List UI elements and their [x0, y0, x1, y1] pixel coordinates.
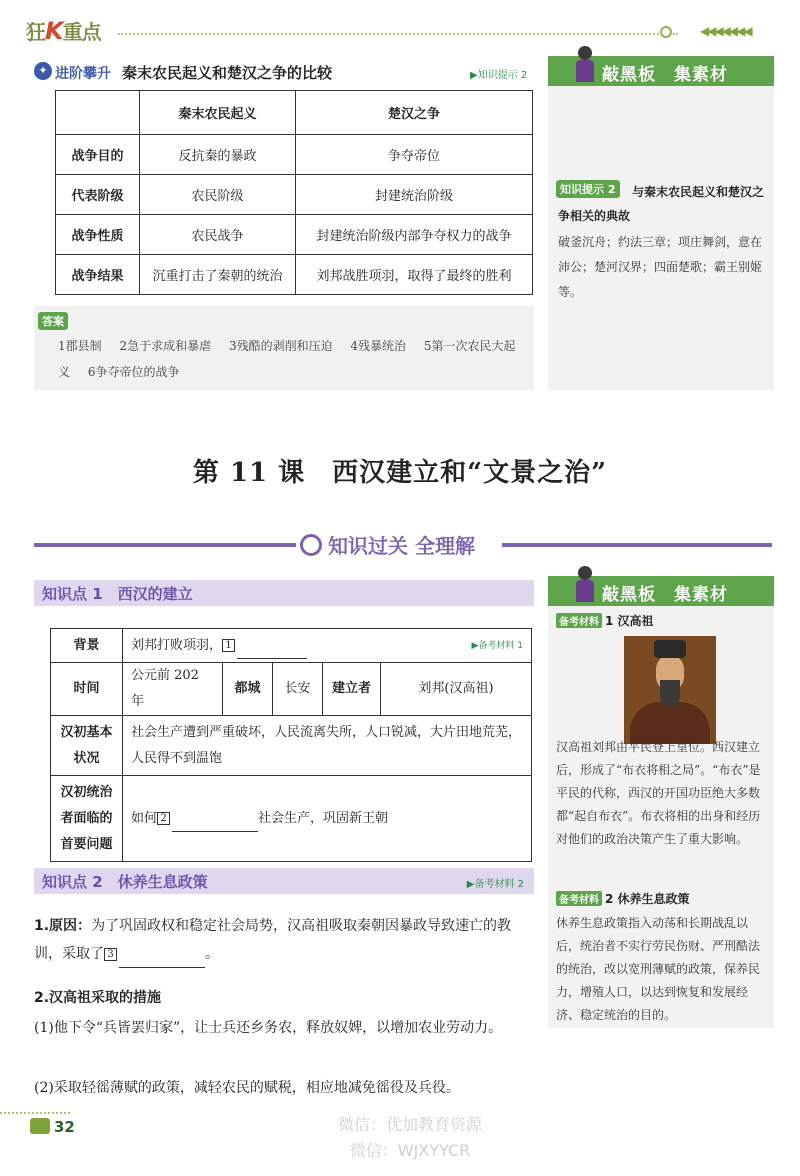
header-dotted-line — [118, 33, 678, 35]
table-cell: 封建统治阶级 — [296, 175, 533, 215]
answer-item: 5第一次农民大起义 — [58, 339, 516, 379]
watermark: 微信：WJXYYCR — [349, 1141, 471, 1160]
blackboard-header — [548, 576, 774, 606]
material-2-title: 备考材料 2 休养生息政策 — [556, 890, 690, 907]
table-header-row — [56, 91, 533, 135]
table-cell: 公元前 202 年 — [123, 663, 223, 716]
knowledge-point-label: 知识点 2 休养生息政策 — [42, 873, 208, 891]
row-header: 战争目的 — [56, 135, 140, 175]
table-cell: 刘邦(汉高祖) — [381, 663, 532, 716]
table-corner — [56, 91, 140, 135]
lesson-title: 第 11 课 西汉建立和“文景之治” — [192, 458, 608, 488]
material-1-title: 备考材料 1 汉高祖 — [556, 612, 654, 629]
reason-paragraph: 1.原因：为了巩固政权和稳定社会局势，汉高祖吸取秦朝因暴政导致速亡的教训，采取了 3 。 — [34, 912, 530, 968]
material-2-text: 休养生息政策指入动荡和长期战乱以后，统治者不实行劳民伤财、严刑酷法的统治，改以宽刑薄赋的政策，保养民力，增殖人口，以达到恢复和发展经济、稳定统治的目的。 — [556, 916, 761, 1022]
western-han-table — [50, 628, 532, 862]
row-header: 时间 — [51, 663, 123, 716]
series-logo: 狂K重点 — [26, 17, 101, 45]
measure-item: (1)他下令“兵皆罢归家”，让士兵还乡务农，释放奴婢，以增加农业劳动力。 — [34, 1020, 503, 1036]
material-ref: ▶备考材料 1 — [471, 640, 523, 651]
table-cell: 社会生产遭到严重破坏，人民流离失所，人口锐减，大片田地荒芜，人民得不到温饱 — [123, 716, 532, 776]
table-row — [56, 135, 533, 175]
comparison-table — [55, 90, 533, 295]
fill-blank[interactable] — [119, 950, 205, 968]
table-row — [51, 629, 532, 663]
refresh-icon — [300, 534, 322, 556]
table-row — [56, 175, 533, 215]
measure-item: (2)采取轻徭薄赋的政策，减轻农民的赋税，相应地减免徭役及兵役。 — [34, 1080, 460, 1096]
measures-heading: 2.汉高祖采取的措施 — [34, 990, 162, 1006]
table-cell: 农民阶级 — [140, 175, 296, 215]
banner-rule-left — [34, 543, 296, 547]
table-row — [51, 663, 532, 716]
answer-list — [58, 333, 528, 385]
table-cell: 反抗秦的暴政 — [140, 135, 296, 175]
row-header: 背景 — [51, 629, 123, 663]
fill-blank[interactable] — [172, 814, 258, 832]
answer-item: 2急于求成和暴虐 — [119, 339, 212, 353]
table-cell: 刘邦打败项羽， 1 ▶备考材料 1 — [123, 629, 532, 663]
banner-rule-right — [502, 543, 772, 547]
tip-body: 破釜沉舟；约法三章；项庄舞剑，意在沛公；楚河汉界；四面楚歌；霸王别姬等。 — [558, 235, 763, 299]
row-header: 汉初基本状况 — [51, 716, 123, 776]
row-header: 代表阶级 — [56, 175, 140, 215]
column-header: 秦末农民起义 — [140, 91, 296, 135]
table-cell: 争夺帝位 — [296, 135, 533, 175]
answer-key-icon: 答案 — [38, 312, 68, 330]
blackboard-header — [548, 56, 774, 86]
row-header: 都城 — [223, 663, 273, 716]
table-cell: 长安 — [273, 663, 323, 716]
page-number: 32 — [30, 1118, 75, 1136]
teacher-icon — [576, 46, 594, 82]
blackboard-panel-1 — [548, 56, 774, 390]
material-ref: ▶备考材料 2 — [466, 879, 524, 890]
row-header: 汉初统治者面临的首要问题 — [51, 776, 123, 862]
watermark: 微信：优加教育资源 — [337, 1115, 482, 1134]
answer-item: 3残酷的剥削和压迫 — [228, 339, 333, 353]
advance-ref: ▶知识提示 2 — [470, 70, 528, 81]
tip-tag: 知识提示 2 — [556, 180, 620, 198]
table-row — [56, 255, 533, 295]
table-cell: 刘邦战胜项羽，取得了最终的胜利 — [296, 255, 533, 295]
table-cell: 农民战争 — [140, 215, 296, 255]
row-header: 战争结果 — [56, 255, 140, 295]
tip-title: 与秦末农民起义和楚汉之争相关的典故 — [558, 185, 765, 223]
table-row — [56, 215, 533, 255]
knowledge-point-2-bar — [34, 868, 534, 894]
answer-item: 4残暴统治 — [350, 339, 407, 353]
table-cell: 沉重打击了秦朝的统治 — [140, 255, 296, 295]
material-1-text: 汉高祖刘邦由平民登上皇位。西汉建立后，形成了“布衣将相之局”。“布衣”是平民的代称，西汉的开国功臣绝大多数都“起自布衣”。布衣将相的出身和经历对他们的政治决策产生了重大影响。 — [556, 740, 761, 846]
knowledge-point-1-bar — [34, 580, 534, 606]
table-cell: 封建统治阶级内部争夺权力的战争 — [296, 215, 533, 255]
fill-blank[interactable] — [237, 641, 307, 659]
answer-item: 1郡县制 — [58, 339, 102, 353]
teacher-icon — [576, 566, 594, 602]
header-circle-ornament — [660, 26, 672, 38]
advance-title: 秦末农民起义和楚汉之争的比较 — [122, 64, 333, 82]
table-row — [51, 716, 532, 776]
emperor-portrait — [624, 636, 716, 744]
section-banner: 知识过关 全理解 — [300, 530, 475, 559]
advance-icon: ✦ — [34, 62, 52, 80]
knowledge-point-label: 知识点 1 西汉的建立 — [42, 585, 193, 603]
blackboard-panel-2 — [548, 576, 774, 1028]
table-row — [51, 776, 532, 862]
table-cell: 如何 2 社会生产，巩固新王朝 — [123, 776, 532, 862]
header-arrow-ornament: ◀◀◀◀◀◀◀ — [700, 24, 751, 38]
answer-item: 6争夺帝位的战争 — [87, 365, 180, 379]
blackboard-title: 敲黑板 集素材 — [602, 585, 728, 605]
cart-icon — [30, 1118, 50, 1134]
row-header: 战争性质 — [56, 215, 140, 255]
advance-label: 进阶攀升 — [55, 66, 111, 82]
blackboard-title: 敲黑板 集素材 — [602, 65, 728, 85]
column-header: 楚汉之争 — [296, 91, 533, 135]
footer-dotted-line — [0, 1112, 70, 1114]
row-header: 建立者 — [323, 663, 381, 716]
